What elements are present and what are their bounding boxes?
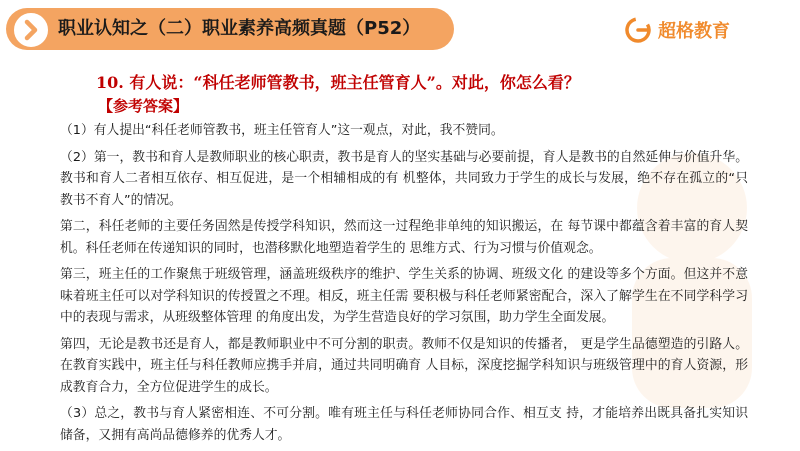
chevron-right-icon <box>14 13 48 47</box>
answer-label: 【参考答案】 <box>98 97 189 115</box>
answer-paragraph: （1）有人提出“科任老师管教书，班主任管育人”这一观点，对此，我不赞同。 <box>60 123 504 138</box>
question-text: 10. 有人说：“科任老师管教书，班主任管育人”。对此，你怎么看？ <box>96 73 580 92</box>
answer-body <box>60 120 748 451</box>
answer-paragraph: 第四，无论是教书还是育人，都是教师职业中不可分割的职责。教师不仅是知识的传播者， 更是学生品德塑造的引路人。在教育实践中，班主任与科任教师应携手并肩，通过共同明确育 人目标，深度挖掘学科知识与班级管理中的育人资源，形成教育合力，全方位促进学生的成长。 <box>60 336 748 395</box>
brand-logo-icon <box>624 16 652 44</box>
answer-paragraph: （2）第一，教书和育人是教师职业的核心职责，教书是育人的坚实基础与必要前提，育人是教书的自然延伸与价值升华。教书和育人二者相互依存、相互促进，是一个相辅相成的有 机整体，共同致力于学生的成长与发展，绝不存在孤立的“只教书不育人”的情况。 <box>60 149 748 208</box>
brand-logo <box>624 14 730 46</box>
brand-name: 超格教育 <box>658 21 730 42</box>
page-title: 职业认知之（二）职业素养高频真题（P52） <box>58 18 421 39</box>
header-bar <box>0 0 800 61</box>
answer-paragraph: 第三，班主任的工作聚焦于班级管理，涵盖班级秩序的维护、学生关系的协调、班级文化 的建设等多个方面。但这并不意味着班主任可以对学科知识的传授置之不理。相反，班主任需 要积极与科任老师紧密配合，深入了解学生在不同学科学习中的表现与需求，从班级整体管理 的角度出发，为学生营造良好的学习氛围，助力学生全面发展。 <box>60 267 748 325</box>
answer-paragraph: （3）总之，教书与育人紧密相连、不可分割。唯有班主任与科任老师协同合作、相互支 持，才能培养出既具备扎实知识储备，又拥有高尚品德修养的优秀人才。 <box>60 406 748 443</box>
answer-paragraph: 第二，科任老师的主要任务固然是传授学科知识，然而这一过程绝非单纯的知识搬运，在 每节课中都蕴含着丰富的育人契机。科任老师在传递知识的同时，也潜移默化地塑造着学生的 思维方式、行为习惯与价值观念。 <box>60 219 748 256</box>
